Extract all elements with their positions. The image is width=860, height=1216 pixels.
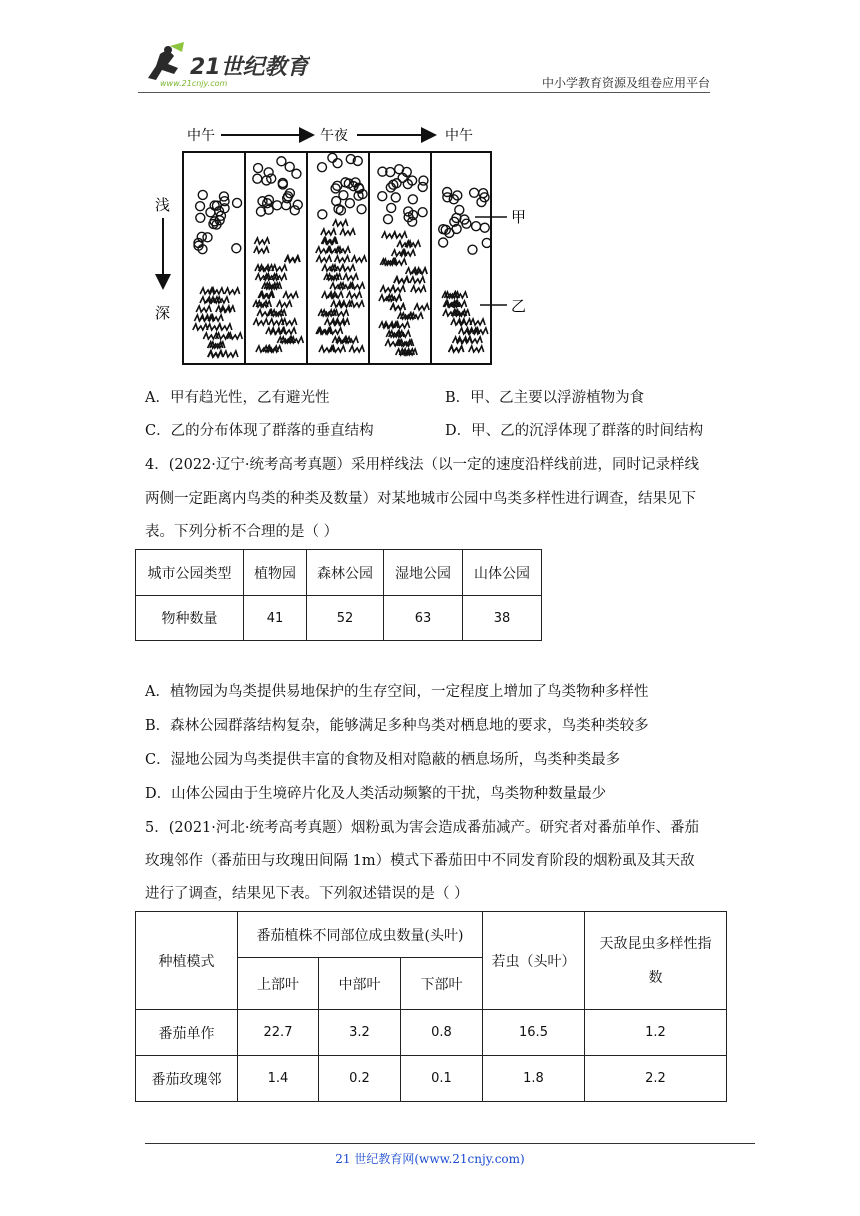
zooplankton-yi (253, 319, 268, 325)
zooplankton-jia (318, 210, 327, 219)
q5-row-rose-neighbor (136, 1056, 727, 1102)
zooplankton-jia (292, 169, 301, 178)
q5-header-adult: 番茄植株不同部位成虫数量(头叶) (238, 912, 483, 958)
zooplankton-yi (225, 288, 240, 294)
q5-header-index-line-1: 天敌昆虫多样性指 (599, 935, 712, 952)
q3-option-b: B．甲、乙主要以浮游植物为食 (445, 390, 645, 406)
footer-text: 21 世纪教育网(www.21cnjy.com) (335, 1152, 525, 1166)
q5-stem-line-3: 进行了调查，结果见下表。下列叙述错误的是（ ） (145, 886, 469, 902)
zooplankton-yi (343, 274, 358, 280)
q4-value-forest: 52 (307, 596, 384, 641)
zooplankton-jia (482, 238, 491, 247)
zooplankton-yi (223, 351, 238, 357)
zooplankton-jia (328, 153, 337, 162)
zooplankton-jia (277, 157, 286, 166)
q5-header-index-line-2: 数 (648, 969, 663, 986)
q4-header-type: 城市公园类型 (136, 550, 244, 596)
q5-table (135, 911, 727, 1102)
q4-option-b: B．森林公园群落结构复杂，能够满足多种鸟类对栖息地的要求，鸟类种类较多 (145, 718, 649, 734)
q5-sub-middle: 中部叶 (319, 958, 401, 1010)
q4-table-header-row (136, 550, 542, 596)
q5-row-2-middle: 0.2 (319, 1056, 401, 1102)
q3-option-d: D．甲、乙的沉浮体现了群落的时间结构 (445, 423, 704, 439)
q3-option-c: C．乙的分布体现了群落的垂直结构 (145, 423, 374, 439)
zooplankton-jia (384, 215, 393, 224)
zooplankton-jia (196, 213, 205, 222)
logo-text: 21世纪教育 (190, 55, 309, 80)
footer-divider (145, 1143, 755, 1144)
zooplankton-jia (378, 192, 387, 201)
zooplankton-jia (273, 201, 282, 210)
platform-title: 中小学教育资源及组卷应用平台 (541, 76, 710, 90)
plankton-organisms (193, 153, 491, 357)
zooplankton-yi (411, 286, 426, 292)
zooplankton-yi (316, 256, 331, 262)
logo-url: www.21cnjy.com (160, 79, 228, 88)
zooplankton-yi (351, 256, 366, 262)
q4-value-botanic: 41 (244, 596, 307, 641)
zooplankton-yi (392, 232, 407, 238)
zooplankton-jia (196, 202, 205, 211)
q5-row-1-upper: 22.7 (238, 1010, 319, 1056)
zooplankton-yi (277, 301, 292, 307)
zooplankton-yi (390, 286, 405, 292)
q5-row-2-lower: 0.1 (401, 1056, 483, 1102)
q4-table-row (136, 596, 542, 641)
q5-row-1-nymph: 16.5 (483, 1010, 585, 1056)
zooplankton-yi (196, 306, 211, 312)
q5-row-2-nymph: 1.8 (483, 1056, 585, 1102)
zooplankton-jia (206, 208, 215, 217)
zooplankton-jia (232, 244, 241, 253)
zooplankton-jia (345, 199, 354, 208)
zooplankton-jia (253, 174, 262, 183)
q4-table (135, 549, 542, 641)
zooplankton-yi (321, 229, 336, 235)
zooplankton-jia (470, 188, 479, 197)
zooplankton-yi (414, 304, 429, 310)
zooplankton-yi (349, 346, 364, 352)
q4-option-a: A．植物园为鸟类提供易地保护的生存空间，一定程度上增加了鸟类物种多样性 (145, 684, 649, 700)
zooplankton-jia (333, 159, 342, 168)
zooplankton-yi (217, 324, 232, 330)
zooplankton-yi (449, 346, 464, 352)
zooplankton-jia (439, 238, 448, 247)
zooplankton-yi (193, 324, 208, 330)
zooplankton-jia (480, 223, 489, 232)
depth-shallow-label: 浅 (155, 196, 171, 214)
zooplankton-jia (472, 222, 481, 231)
zooplankton-jia (254, 164, 263, 173)
q4-option-d: D．山体公园由于生境碎片化及人类活动频繁的干扰，鸟类物种数量最少 (145, 786, 607, 802)
zooplankton-yi (469, 346, 484, 352)
q4-row-label: 物种数量 (136, 596, 244, 641)
q5-row-monoculture (136, 1010, 727, 1056)
label-yi: 乙 (511, 297, 527, 315)
zooplankton-yi (283, 292, 298, 298)
q5-row-1-lower: 0.8 (401, 1010, 483, 1056)
zooplankton-jia (455, 205, 464, 214)
q4-value-mountain: 38 (463, 596, 542, 641)
zooplankton-jia (391, 193, 400, 202)
q5-stem-line-1: 5．(2021·河北·统考高考真题）烟粉虱为害会造成番茄减产。研究者对番茄单作、番茄 (145, 820, 699, 836)
q4-stem-line-1: 4．(2022·辽宁·统考高考真题）采用样线法（以一定的速度沿样线前进，同时记录样线 (145, 457, 699, 473)
zooplankton-yi (254, 247, 269, 253)
q5-header-index (585, 912, 727, 1010)
q5-row-1-middle: 3.2 (319, 1010, 401, 1056)
q5-sub-upper: 上部叶 (238, 958, 319, 1010)
q5-row-2-upper: 1.4 (238, 1056, 319, 1102)
q4-header-wetland: 湿地公园 (384, 550, 463, 596)
q4-header-botanic: 植物园 (244, 550, 307, 596)
zooplankton-yi (333, 220, 348, 226)
zooplankton-yi (281, 328, 296, 334)
q5-row-1-index: 1.2 (585, 1010, 727, 1056)
depth-deep-label-text: 深 (155, 304, 171, 322)
zooplankton-jia (468, 245, 477, 254)
q4-header-mountain: 山体公园 (463, 550, 542, 596)
time-label-noon-1: 中午 (187, 128, 215, 144)
zooplankton-yi (470, 319, 485, 325)
q4-stem-line-3: 表。下列分析不合理的是（ ） (145, 524, 339, 540)
time-label-noon-2: 中午 (445, 128, 473, 144)
q5-row-2-index: 2.2 (585, 1056, 727, 1102)
zooplankton-jia (419, 176, 428, 185)
q4-header-forest: 森林公园 (307, 550, 384, 596)
zooplankton-yi (335, 256, 350, 262)
label-jia: 甲 (511, 208, 527, 226)
plankton-migration-figure (145, 120, 545, 370)
zooplankton-yi (330, 346, 345, 352)
zooplankton-yi (254, 238, 269, 244)
q4-stem-line-2: 两侧一定距离内鸟类的种类及数量）对某地城市公园中鸟类多样性进行调查，结果见下 (145, 491, 696, 507)
q5-sub-lower: 下部叶 (401, 958, 483, 1010)
q5-header-mode: 种植模式 (136, 912, 238, 1010)
q4-value-wetland: 63 (384, 596, 463, 641)
q5-header-nymph: 若虫（头叶） (483, 912, 585, 1010)
zooplankton-jia (318, 163, 327, 172)
zooplankton-yi (390, 304, 405, 310)
zooplankton-jia (408, 195, 417, 204)
zooplankton-jia (418, 208, 427, 217)
zooplankton-jia (387, 203, 396, 212)
header-divider (138, 92, 710, 93)
zooplankton-yi (340, 265, 355, 271)
zooplankton-jia (233, 198, 242, 207)
zooplankton-yi (340, 229, 355, 235)
zooplankton-yi (410, 277, 425, 283)
site-logo (140, 40, 310, 92)
zooplankton-yi (347, 292, 362, 298)
q5-stem-line-2: 玫瑰邻作（番茄田与玫瑰田间隔 1m）模式下番茄田中不同发育阶段的烟粉虱及其天敌 (145, 853, 695, 869)
q5-row-1-mode: 番茄单作 (136, 1010, 238, 1056)
q4-option-c: C．湿地公园为鸟类提供丰富的食物及相对隐蔽的栖息场所，鸟类种类最多 (145, 752, 621, 768)
zooplankton-yi (394, 277, 409, 283)
q5-row-2-mode: 番茄玫瑰邻 (136, 1056, 238, 1102)
zooplankton-jia (198, 190, 207, 199)
runner-logo-icon (148, 42, 184, 80)
zooplankton-jia (357, 205, 366, 214)
q3-option-a: A．甲有趋光性，乙有避光性 (145, 390, 330, 406)
zooplankton-jia (333, 181, 342, 190)
time-label-midnight: 午夜 (320, 128, 348, 144)
